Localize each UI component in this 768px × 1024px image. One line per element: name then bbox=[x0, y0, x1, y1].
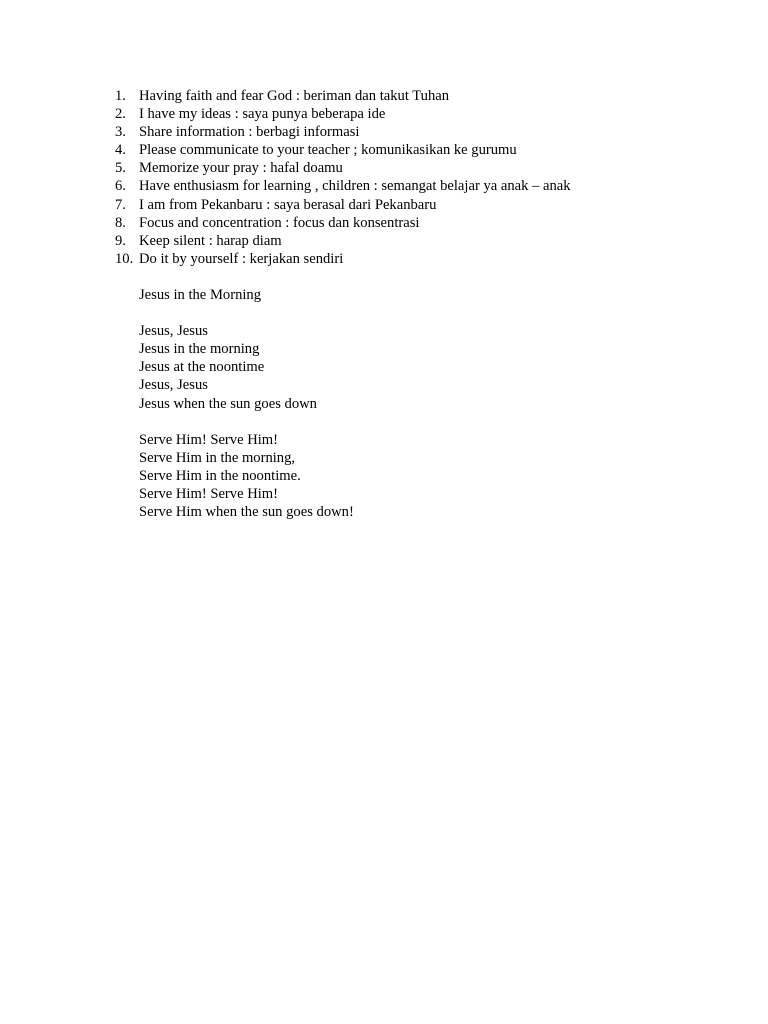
lyric-line: Serve Him in the morning, bbox=[139, 449, 296, 466]
list-number: 1. bbox=[115, 88, 126, 104]
lyric-line: Jesus at the noontime bbox=[139, 359, 265, 376]
list-number: 5. bbox=[115, 160, 126, 177]
list-number: 3. bbox=[115, 124, 126, 141]
song-verse-1 bbox=[139, 322, 354, 412]
lyric-line: Jesus when the sun goes down bbox=[139, 395, 317, 412]
lyric-line: Serve Him when the sun goes down! bbox=[139, 504, 354, 521]
lyric-line: Jesus in the morning bbox=[139, 341, 260, 358]
lyric-line: Serve Him! Serve Him! bbox=[139, 486, 279, 503]
list-text: Share information : berbagi informasi bbox=[139, 124, 360, 141]
lyric-line: Jesus, Jesus bbox=[139, 377, 208, 394]
song-verse-2 bbox=[139, 431, 354, 521]
lyric-line: Jesus, Jesus bbox=[139, 323, 208, 340]
list-text: Memorize your pray : hafal doamu bbox=[139, 160, 343, 177]
list-number: 4. bbox=[115, 142, 126, 159]
list-item bbox=[115, 87, 571, 105]
list-item bbox=[115, 232, 571, 250]
list-text: I have my ideas : saya punya beberapa ide bbox=[139, 106, 386, 123]
list-item bbox=[115, 105, 571, 123]
list-text: I am from Pekanbaru : saya berasal dari Pekanbaru bbox=[139, 196, 437, 213]
list-number: 7. bbox=[115, 196, 126, 213]
list-item bbox=[115, 159, 571, 177]
list-number: 2. bbox=[115, 106, 126, 123]
list-text: Focus and concentration : focus dan konsentrasi bbox=[139, 214, 420, 231]
list-text: Keep silent : harap diam bbox=[139, 232, 282, 249]
list-number: 6. bbox=[115, 178, 126, 195]
list-item bbox=[115, 123, 571, 141]
list-item bbox=[115, 141, 571, 159]
lyric-line: Serve Him! Serve Him! bbox=[139, 431, 279, 448]
list-text: Do it by yourself : kerjakan sendiri bbox=[139, 250, 344, 267]
song bbox=[139, 286, 354, 521]
lyric-line: Serve Him in the noontime. bbox=[139, 467, 301, 484]
list-item bbox=[115, 177, 571, 195]
list-number: 10. bbox=[115, 250, 134, 267]
list-text: Having faith and fear God : beriman dan takut Tuhan bbox=[139, 88, 450, 104]
list-item bbox=[115, 250, 571, 268]
list-text: Please communicate to your teacher ; komunikasikan ke gurumu bbox=[139, 142, 517, 159]
song-title: Jesus in the Morning bbox=[139, 287, 262, 303]
list-item bbox=[115, 214, 571, 232]
list-number: 9. bbox=[115, 232, 126, 249]
list-item bbox=[115, 196, 571, 214]
list-text: Have enthusiasm for learning , children : semangat belajar ya anak – anak bbox=[139, 178, 571, 195]
phrase-list bbox=[115, 87, 571, 268]
list-number: 8. bbox=[115, 214, 126, 231]
